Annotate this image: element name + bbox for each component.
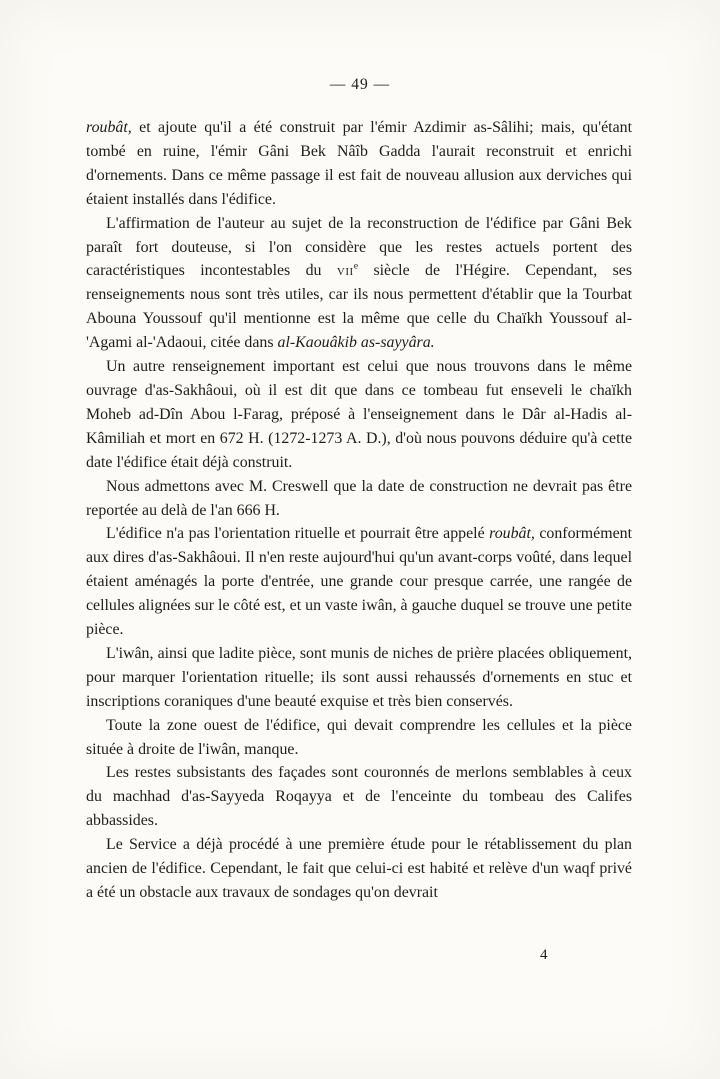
paragraph: Le Service a déjà procédé à une première étude pour le rétablissement du plan ancien de l'édifice. Cependant, le fait que celui-ci est habité et relève d'un waqf privé a été un obstacle aux travaux de sondages qu'on devrait [86, 836, 632, 901]
text-block [86, 116, 632, 905]
paragraph: Nous admettons avec M. Creswell que la date de construction ne devrait pas être reportée au delà de l'an 666 H. [86, 477, 632, 519]
paragraph: Toute la zone ouest de l'édifice, qui devait comprendre les cellules et la pièce située à droite de l'iwân, manque. [86, 716, 632, 758]
paragraph: roubât, et ajoute qu'il a été construit par l'émir Azdimir as-Sâlihi; mais, qu'étant tombé en ruine, l'émir Gâni Bek Nâîb Gadda l'aurait reconstruit et enrichi d'ornements. Dans ce même passage il est fait de nouveau allusion aux derviches qui étaient installés dans l'édifice. [86, 119, 632, 208]
paragraph: L'iwân, ainsi que ladite pièce, sont munis de niches de prière placées obliquement, pour marquer l'orientation rituelle; ils sont aussi rehaussés d'ornements en stuc et inscriptions coraniques d'une beauté exquise et très bien conservés. [86, 644, 632, 710]
paragraph: Un autre renseignement important est celui que nous trouvons dans le même ouvrage d'as-Sakhâoui, où il est dit que dans ce tombeau fut enseveli le chaïkh Moheb ad-Dîn Abou l-Farag, préposé à l'enseignement dans le Dâr al-Hadis al-Kâmiliah et mort en 672 H. (1272-1273 A. D.), d'où nous pouvons déduire qu'à cette date l'édifice était déjà construit. [86, 358, 632, 471]
paragraph: Les restes subsistants des façades sont couronnés de merlons semblables à ceux du machhad d'as-Sayyeda Roqayya et de l'enceinte du tombeau des Califes abbassides. [86, 764, 632, 830]
paragraph: L'édifice n'a pas l'orientation rituelle et pourrait être appelé roubât, conformément aux dires d'as-Sakhâoui. Il n'en reste aujourd'hui qu'un avant-corps voûté, dans lequel étaient aménagés la porte d'entrée, une grande cour presque carrée, une rangée de cellules alignées sur le côté est, et un vaste iwân, à gauche duquel se trouve une petite pièce. [86, 525, 632, 639]
paragraph: L'affirmation de l'auteur au sujet de la reconstruction de l'édifice par Gâni Bek paraît fort douteuse, si l'on considère que les restes actuels portent des caractéristiques incontestables du vii$^e$ siècle de l'Hégire. Cependant, ses renseignements nous sont très utiles, car ils nous permettent d'établir que la Tourbat Abouna Youssouf qu'il mentionne est la même que celle du Chaïkh Youssouf al-'Agami al-'Adaoui, citée dans al-Kaouâkib as-sayyâra. [86, 214, 632, 352]
signature-mark: 4 [540, 947, 548, 963]
page-number: — 49 — [329, 76, 391, 93]
